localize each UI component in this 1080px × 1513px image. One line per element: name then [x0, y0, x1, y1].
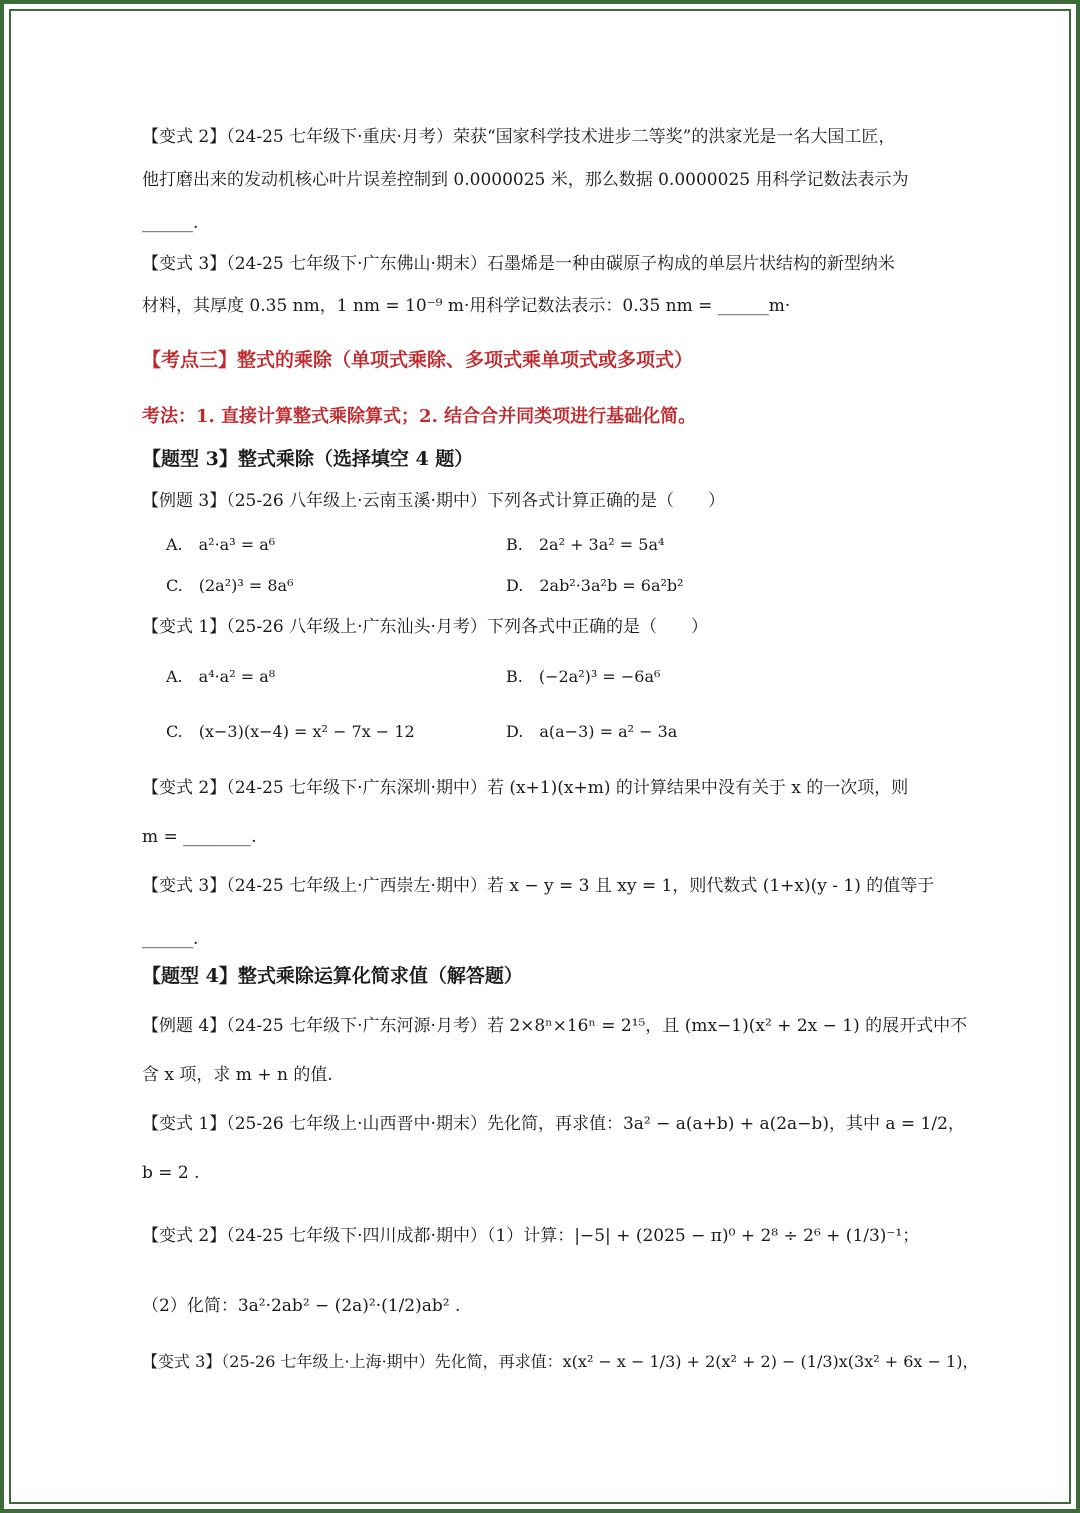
variant-1-option-c: C. (x−3)(x−4) = x² − 7x − 12	[166, 722, 415, 741]
variant-1-question: 【变式 1】（25-26 八年级上·广东汕头·月考）下列各式中正确的是（ ）	[142, 617, 708, 637]
variant-2-answer-blank: ______.	[142, 213, 199, 233]
example-3-option-c: C. (2a²)³ = 8a⁶	[166, 576, 294, 595]
variant-2-question-cont: 他打磨出来的发动机核心叶片误差控制到 0.0000025 米，那么数据 0.0000025 用科学记数法表示为	[142, 170, 909, 190]
example-3-option-a: A. a²·a³ = a⁶	[166, 535, 276, 554]
variant-2b-answer-blank: m = ________.	[142, 827, 257, 847]
type-3-title: 【题型 3】整式乘除（选择填空 4 题）	[142, 448, 474, 470]
variant-3-question-cont: 材料，其厚度 0.35 nm，1 nm = 10⁻⁹ m·用科学记数法表示：0.35 nm = ______m·	[142, 296, 791, 316]
example-3-question: 【例题 3】（25-26 八年级上·云南玉溪·期中）下列各式计算正确的是（ ）	[142, 491, 725, 511]
variant-2-question: 【变式 2】（24-25 七年级下·重庆·月考）荣获“国家科学技术进步二等奖”的洪家光是一名大国工匠，	[142, 127, 896, 147]
variant-3b-answer-blank: ______.	[142, 929, 199, 949]
variant-2b-question: 【变式 2】（24-25 七年级下·广东深圳·期中）若 (x+1)(x+m) 的计算结果中没有关于 x 的一次项，则	[142, 778, 909, 798]
variant-1-option-d: D. a(a−3) = a² − 3a	[506, 722, 678, 741]
variant-3-question: 【变式 3】（24-25 七年级下·广东佛山·期末）石墨烯是一种由碳原子构成的单层片状结构的新型纳米	[142, 254, 895, 274]
section-heading-3: 【考点三】整式的乘除（单项式乘除、多项式乘单项式或多项式）	[142, 349, 694, 371]
example-4-question-cont: 含 x 项，求 m + n 的值.	[142, 1065, 333, 1085]
type-4-title: 【题型 4】整式乘除运算化简求值（解答题）	[142, 965, 523, 987]
type-4-variant-2-part-2: （2）化简：3a²·2ab² − (2a)²·(1/2)ab² .	[142, 1296, 461, 1316]
example-3-option-b: B. 2a² + 3a² = 5a⁴	[506, 535, 665, 554]
variant-3b-question: 【变式 3】（24-25 七年级上·广西崇左·期中）若 x − y = 3 且 xy = 1，则代数式 (1+x)(y - 1) 的值等于	[142, 876, 935, 896]
method-note: 考法：1. 直接计算整式乘除算式；2. 结合合并同类项进行基础化简。	[142, 406, 697, 427]
type-4-variant-3-question: 【变式 3】（25-26 七年级上·上海·期中）先化简，再求值：x(x² − x − 1/3) + 2(x² + 2) − (1/3)x(3x² + 6x − 1)，	[142, 1352, 979, 1371]
variant-1-option-b: B. (−2a²)³ = −6a⁶	[506, 667, 661, 686]
variant-1-option-a: A. a⁴·a² = a⁸	[166, 667, 276, 686]
example-4-question: 【例题 4】（24-25 七年级下·广东河源·月考）若 2×8ⁿ×16ⁿ = 2¹⁵，且 (mx−1)(x² + 2x − 1) 的展开式中不	[142, 1016, 968, 1036]
example-3-option-d: D. 2ab²·3a²b = 6a²b²	[506, 576, 684, 595]
type-4-variant-1-question-cont: b = 2 .	[142, 1163, 200, 1183]
type-4-variant-1-question: 【变式 1】（25-26 七年级上·山西晋中·期末）先化简，再求值：3a² − a(a+b) + a(2a−b)，其中 a = 1/2，	[142, 1114, 965, 1134]
type-4-variant-2-question: 【变式 2】（24-25 七年级下·四川成都·期中）（1）计算：|−5| + (2025 − π)⁰ + 2⁸ ÷ 2⁶ + (1/3)⁻¹；	[142, 1226, 920, 1246]
